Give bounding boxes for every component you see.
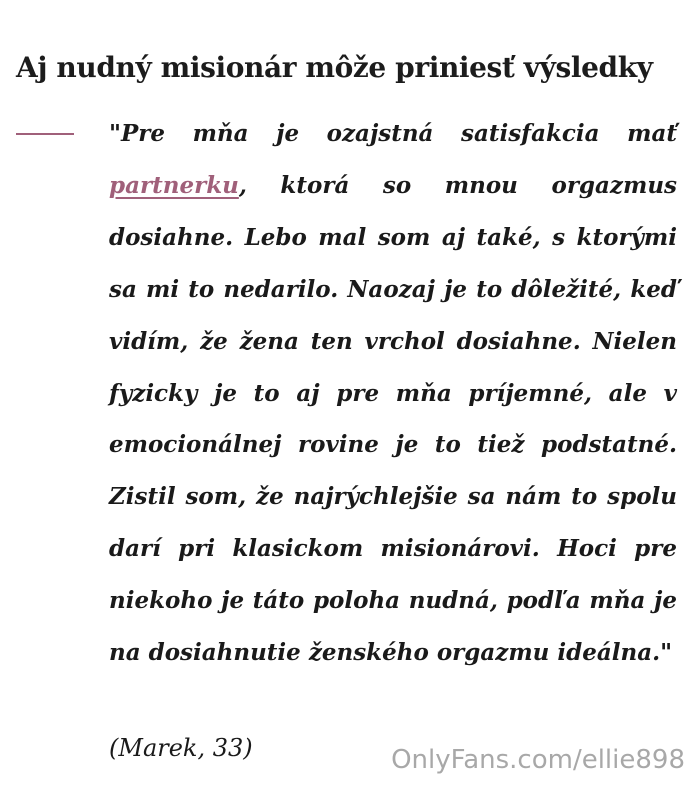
quote-text-start: "Pre mňa je ozajstná satisfakcia mať <box>109 120 677 147</box>
partnerku-link[interactable]: partnerku <box>109 171 239 199</box>
quote-author: (Marek, 33) <box>109 734 253 762</box>
quote-accent-line <box>16 133 74 135</box>
quote-text-rest: , ktorá so mnou orgazmus dosiahne. Lebo mal som aj také, s ktorými sa mi to nedarilo. Naozaj je to dôležité, keď vidím, že žena ten vrchol dosiahne. Nielen fyzicky je to aj pre mňa príjemné, ale v emocionálnej rovine je to tiež podstatné. Zistil som, že najrýchlejšie sa nám to spolu darí pri klasickom misionárovi. Hoci pre niekoho je táto poloha nudná, podľa mňa je na dosiahnutie ženského orgazmu ideálna." <box>109 171 677 667</box>
watermark-text: OnlyFans.com/ellie898 <box>391 745 685 775</box>
quote-paragraph <box>109 108 677 679</box>
article-heading: Aj nudný misionár môže priniesť výsledky <box>16 51 653 84</box>
